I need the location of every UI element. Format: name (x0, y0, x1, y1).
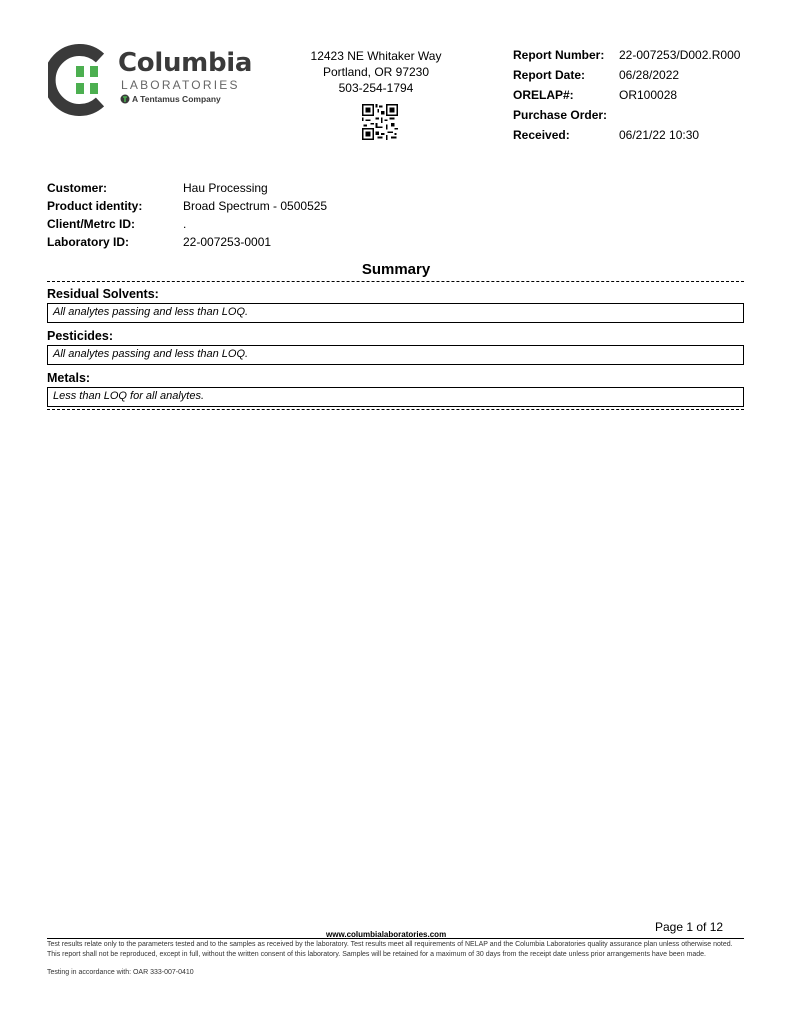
logo-tagline: A Tentamus Company (132, 94, 221, 104)
tentamus-icon (120, 94, 130, 104)
website-link[interactable]: www.columbialaboratories.com (326, 930, 447, 939)
section-heading: Pesticides: (47, 329, 114, 343)
section-result: All analytes passing and less than LOQ. (47, 303, 744, 323)
company-logo (48, 44, 258, 116)
testing-standard: Testing in accordance with: OAR 333-007-0410 (47, 969, 194, 976)
section-heading: Residual Solvents: (47, 287, 159, 301)
report-date: 06/28/2022 (619, 68, 680, 82)
laboratory-id: 22-007253-0001 (183, 235, 272, 249)
meta-label: ORELAP#: (513, 88, 574, 102)
info-label: Laboratory ID: (47, 235, 130, 249)
meta-label: Purchase Order: (513, 108, 608, 122)
info-label: Customer: (47, 181, 108, 195)
meta-label: Report Number: (513, 48, 605, 62)
section-pesticides (47, 328, 744, 365)
section-result: Less than LOQ for all analytes. (47, 387, 744, 407)
orelap-number: OR100028 (619, 88, 678, 102)
logo-name: Columbia (118, 48, 253, 78)
footer-disclaimer: Test results relate only to the parameters tested and to the samples as received by the laboratory. Test results meet all requirements of NELAP and the Columbia Laboratories quality assurance plan unless otherwise noted. This report shall not be reproduced, except in full, without the written consent of this laboratory. Samples will be retained for a maximum of 30 days from the receipt date unless prior arrangements have been made. (47, 941, 733, 958)
section-result: All analytes passing and less than LOQ. (47, 345, 744, 365)
lab-address (300, 48, 452, 96)
section-metals (47, 370, 744, 407)
section-heading: Metals: (47, 371, 91, 385)
address-city: Portland, OR 97230 (322, 65, 430, 79)
logo-subtitle: LABORATORIES (121, 78, 240, 92)
meta-label: Received: (513, 128, 570, 142)
info-label: Product identity: (47, 199, 143, 213)
meta-label: Report Date: (513, 68, 586, 82)
summary-divider-top (47, 281, 744, 282)
report-number: 22-007253/D002.R000 (619, 48, 741, 62)
columbia-logo-icon (48, 44, 114, 116)
product-identity: Broad Spectrum - 0500525 (183, 199, 328, 213)
summary-title: Summary (361, 261, 431, 278)
received-date: 06/21/22 10:30 (619, 128, 700, 142)
qr-code-icon (362, 104, 398, 140)
info-label: Client/Metrc ID: (47, 217, 136, 231)
summary-divider-bottom (47, 409, 744, 410)
customer-name: Hau Processing (183, 181, 268, 195)
section-residual-solvents (47, 286, 744, 323)
address-phone: 503-254-1794 (338, 81, 414, 95)
page-number: Page 1 of 12 (655, 920, 724, 934)
client-metrc-id: . (183, 217, 187, 231)
footer-divider (47, 938, 744, 939)
address-street: 12423 NE Whitaker Way (310, 49, 442, 63)
